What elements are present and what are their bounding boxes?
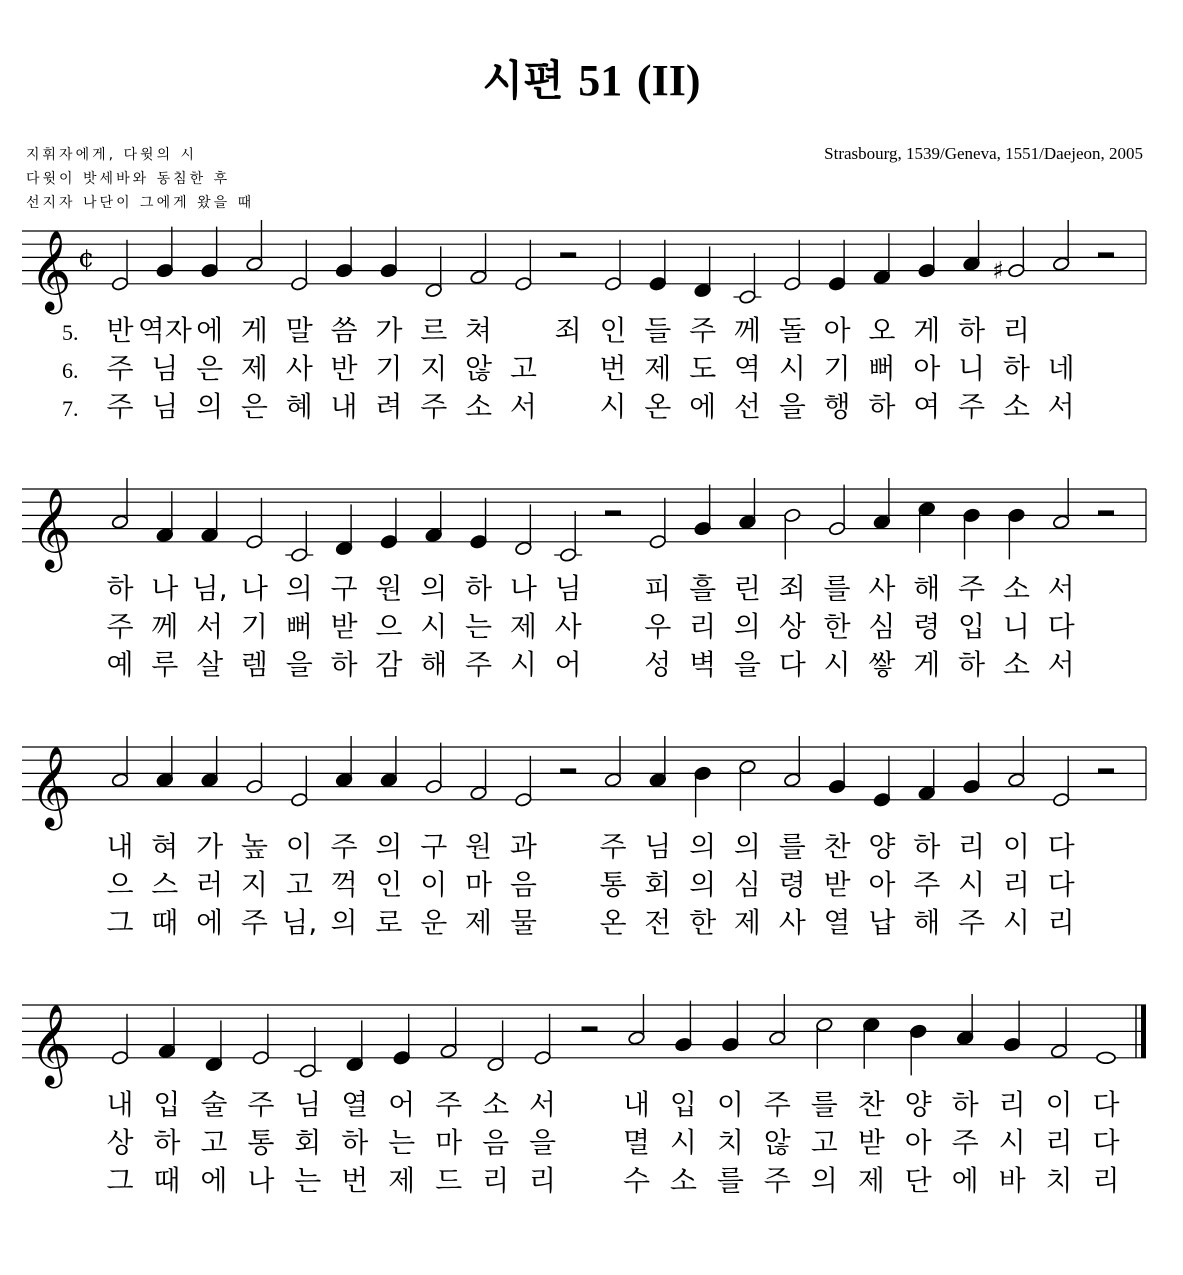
- lyric-syllable: 인: [599, 314, 627, 347]
- lyric-syllable: 는: [465, 610, 493, 643]
- lyric-syllable: 으: [375, 610, 403, 643]
- lyric-syllable: 의: [196, 390, 224, 423]
- treble-clef-icon: 𝄞: [30, 486, 72, 569]
- lyric-syllable: 도: [689, 352, 717, 385]
- lyric-syllable: 양: [904, 1088, 932, 1121]
- lyric-syllable: 리: [958, 830, 986, 863]
- lyric-syllable: 고: [200, 1126, 228, 1159]
- tune-source: Strasbourg, 1539/Geneva, 1551/Daejeon, 2005: [824, 144, 1143, 163]
- half-note: [252, 1050, 270, 1065]
- lyric-syllable: 해: [420, 648, 448, 681]
- title-suffix: (II): [636, 56, 701, 105]
- lyric-syllable: 을: [285, 648, 313, 681]
- half-note: [1050, 1044, 1068, 1059]
- lyric-syllable: 물: [509, 906, 537, 939]
- quarter-note: [1003, 1037, 1021, 1052]
- lyric-syllable: 은: [196, 352, 224, 385]
- lyric-syllable: 벽: [689, 648, 717, 681]
- lyric-syllable: 아: [868, 868, 896, 901]
- lyric-syllable: 구: [420, 830, 448, 863]
- lyric-syllable: 예: [106, 648, 134, 681]
- lyric-syllable: 주: [435, 1088, 463, 1121]
- lyric-syllable: 음: [482, 1126, 510, 1159]
- lyric-syllable: 에: [689, 390, 717, 423]
- quarter-note: [205, 1057, 223, 1072]
- lyric-syllable: 제: [857, 1164, 885, 1197]
- lyric-syllable: 서: [1047, 572, 1075, 605]
- lyric-syllable: 주: [951, 1126, 979, 1159]
- lyric-syllable: 주: [247, 1088, 275, 1121]
- lyric-syllable: 이: [285, 830, 313, 863]
- lyric-syllable: 피: [644, 572, 672, 605]
- lyric-syllable: 루: [151, 648, 179, 681]
- lyric-syllable: 주: [330, 830, 358, 863]
- lyric-syllable: 다: [1047, 868, 1075, 901]
- lyric-syllable: 아: [913, 352, 941, 385]
- lyric-syllable: 제: [240, 352, 268, 385]
- lyric-syllable: 은: [240, 390, 268, 423]
- lyric-syllable: 주: [106, 352, 134, 385]
- superscription-line: 다윗이 밧세바와 동침한 후: [26, 171, 231, 187]
- half-note: [534, 1050, 552, 1065]
- quarter-note: [393, 1050, 411, 1065]
- lyric-syllable: 심: [868, 610, 896, 643]
- whole-note: [1097, 1053, 1115, 1064]
- lyric-syllable: 의: [733, 610, 761, 643]
- lyric-syllable: 제: [465, 906, 493, 939]
- lyric-syllable: 이: [1002, 830, 1030, 863]
- lyric-syllable: 님: [151, 352, 179, 385]
- lyric-syllable: 역자: [137, 314, 192, 347]
- lyric-syllable: 고: [810, 1126, 838, 1159]
- treble-clef-icon: 𝄞: [30, 1002, 72, 1085]
- lyric-syllable: 의: [375, 830, 403, 863]
- lyric-syllable: 주: [420, 390, 448, 423]
- lyric-syllable: 사: [778, 906, 806, 939]
- half-note: [440, 1044, 458, 1059]
- lyric-syllable: 찬: [823, 830, 851, 863]
- lyric-syllable: 를: [823, 572, 851, 605]
- lyric-syllable: 의: [285, 572, 313, 605]
- lyric-syllable: 인: [375, 868, 403, 901]
- lyric-syllable: 고: [285, 868, 313, 901]
- lyric-syllable: 해: [913, 906, 941, 939]
- lyric-syllable: 께: [151, 610, 179, 643]
- lyric-syllable: 성: [644, 648, 672, 681]
- lyric-syllable: 받: [330, 610, 358, 643]
- lyric-syllable: 네: [1047, 352, 1075, 385]
- lyric-syllable: 이: [716, 1088, 744, 1121]
- lyric-syllable: 아: [823, 314, 851, 347]
- lyric-syllable: 제: [644, 352, 672, 385]
- lyric-syllable: 르: [420, 314, 448, 347]
- lyric-syllable: 제: [509, 610, 537, 643]
- lyric-syllable: 입: [153, 1088, 181, 1121]
- lyric-syllable: 내: [106, 830, 134, 863]
- lyric-syllable: 가: [196, 830, 224, 863]
- lyric-syllable: 해: [913, 572, 941, 605]
- lyric-syllable: 전: [644, 906, 672, 939]
- lyric-syllable: 님: [294, 1088, 322, 1121]
- lyric-syllable: 님,: [191, 572, 228, 605]
- lyric-syllable: 다: [1047, 610, 1075, 643]
- quarter-note: [862, 1017, 880, 1032]
- lyric-syllable: 마: [465, 868, 493, 901]
- lyric-syllable: 린: [733, 572, 761, 605]
- lyric-syllable: 시: [778, 352, 806, 385]
- quarter-note: [909, 1024, 927, 1039]
- lyric-syllable: 양: [868, 830, 896, 863]
- lyric-syllable: 게: [240, 314, 268, 347]
- lyric-syllable: 리: [689, 610, 717, 643]
- half-rest: [582, 1026, 598, 1031]
- lyric-syllable: 하: [913, 830, 941, 863]
- lyric-syllable: 쌓: [868, 648, 896, 681]
- sharp-icon: ♯: [992, 256, 1004, 285]
- lyric-syllable: 입: [669, 1088, 697, 1121]
- lyric-syllable: 서: [509, 390, 537, 423]
- lyric-syllable: 하: [330, 648, 358, 681]
- lyric-syllable: 않: [465, 352, 493, 385]
- lyric-syllable: 께: [733, 314, 761, 347]
- half-note: [628, 1030, 646, 1045]
- lyric-syllable: 내: [330, 390, 358, 423]
- lyric-syllable: 때: [153, 1164, 181, 1197]
- lyric-syllable: 받: [823, 868, 851, 901]
- lyric-syllable: 서: [196, 610, 224, 643]
- lyric-syllable: 단: [904, 1164, 932, 1197]
- lyric-syllable: 다: [1092, 1126, 1120, 1159]
- lyric-syllable: 서: [1047, 648, 1075, 681]
- lyric-syllable: 죄: [778, 572, 806, 605]
- lyric-syllable: 리: [1002, 868, 1030, 901]
- lyric-syllable: 때: [151, 906, 179, 939]
- quarter-note: [675, 1037, 693, 1052]
- lyric-syllable: 제: [733, 906, 761, 939]
- lyric-syllable: 제: [388, 1164, 416, 1197]
- verse-number: 7.: [62, 396, 79, 421]
- lyric-syllable: 소: [465, 390, 493, 423]
- lyric-syllable: 드: [435, 1164, 463, 1197]
- lyric-syllable: 의: [810, 1164, 838, 1197]
- lyric-syllable: 온: [599, 906, 627, 939]
- lyric-line: [0, 1163, 1183, 1199]
- lyric-syllable: 쳐: [465, 314, 493, 347]
- lyric-syllable: 이: [420, 868, 448, 901]
- lyric-syllable: 번: [599, 352, 627, 385]
- half-note: [487, 1057, 505, 1072]
- lyric-syllable: 리: [1002, 314, 1030, 347]
- lyric-syllable: 혜: [285, 390, 313, 423]
- lyric-syllable: 열: [823, 906, 851, 939]
- half-note: [111, 1050, 129, 1065]
- lyric-syllable: 를: [778, 830, 806, 863]
- lyric-syllable: 하: [341, 1126, 369, 1159]
- lyric-syllable: 리: [998, 1088, 1026, 1121]
- lyric-syllable: 뻐: [868, 352, 896, 385]
- lyric-syllable: 어: [388, 1088, 416, 1121]
- lyric-syllable: 소: [669, 1164, 697, 1197]
- lyric-syllable: 주: [689, 314, 717, 347]
- lyric-syllable: 온: [644, 390, 672, 423]
- lyric-syllable: 심: [733, 868, 761, 901]
- half-note: [299, 1063, 317, 1078]
- lyric-syllable: 뻐: [285, 610, 313, 643]
- lyric-syllable: 통: [599, 868, 627, 901]
- lyric-syllable: 그: [106, 1164, 134, 1197]
- lyric-syllable: 에: [951, 1164, 979, 1197]
- lyric-syllable: 의: [330, 906, 358, 939]
- lyric-syllable: 지: [420, 352, 448, 385]
- lyric-syllable: 하: [153, 1126, 181, 1159]
- lyric-line: [0, 1125, 1183, 1161]
- lyric-syllable: 님: [151, 390, 179, 423]
- lyric-syllable: 통: [247, 1126, 275, 1159]
- lyric-syllable: 말: [285, 314, 313, 347]
- lyric-line: [0, 1087, 1183, 1123]
- lyric-syllable: 기: [823, 352, 851, 385]
- lyric-syllable: 니: [1002, 610, 1030, 643]
- lyric-syllable: 멸: [622, 1126, 650, 1159]
- lyric-syllable: 회: [294, 1126, 322, 1159]
- lyric-syllable: 령: [778, 868, 806, 901]
- lyric-syllable: 음: [509, 868, 537, 901]
- lyric-syllable: 스: [151, 868, 179, 901]
- lyric-syllable: 치: [1045, 1164, 1073, 1197]
- lyric-syllable: 사: [285, 352, 313, 385]
- lyric-syllable: 하: [465, 572, 493, 605]
- lyric-syllable: 리: [482, 1164, 510, 1197]
- lyric-syllable: 소: [482, 1088, 510, 1121]
- lyric-syllable: 의: [733, 830, 761, 863]
- lyric-syllable: 리: [1045, 1126, 1073, 1159]
- lyric-syllable: 의: [689, 868, 717, 901]
- lyric-syllable: 게: [913, 314, 941, 347]
- lyric-syllable: 한: [823, 610, 851, 643]
- lyric-syllable: 하: [868, 390, 896, 423]
- lyric-syllable: 님,: [281, 906, 318, 939]
- lyric-syllable: 고: [509, 352, 537, 385]
- lyric-syllable: 납: [868, 906, 896, 939]
- lyric-syllable: 렘: [240, 648, 268, 681]
- lyric-syllable: 기: [375, 352, 403, 385]
- lyric-syllable: 씀: [330, 314, 358, 347]
- lyric-syllable: 를: [716, 1164, 744, 1197]
- lyric-syllable: 소: [1002, 390, 1030, 423]
- lyric-syllable: 높: [240, 830, 268, 863]
- lyric-syllable: 행: [823, 390, 851, 423]
- lyric-syllable: 다: [778, 648, 806, 681]
- lyric-syllable: 서: [1047, 390, 1075, 423]
- lyric-syllable: 는: [294, 1164, 322, 1197]
- lyric-syllable: 상: [106, 1126, 134, 1159]
- lyric-syllable: 리: [529, 1164, 557, 1197]
- lyric-syllable: 치: [716, 1126, 744, 1159]
- half-note: [815, 1017, 833, 1032]
- lyric-syllable: 으: [106, 868, 134, 901]
- lyric-syllable: 하: [951, 1088, 979, 1121]
- lyric-syllable: 시: [509, 648, 537, 681]
- lyric-syllable: 회: [644, 868, 672, 901]
- lyric-syllable: 내: [106, 1088, 134, 1121]
- lyric-syllable: 운: [420, 906, 448, 939]
- lyric-syllable: 로: [375, 906, 403, 939]
- lyric-syllable: 님: [644, 830, 672, 863]
- lyric-syllable: 시: [669, 1126, 697, 1159]
- lyric-syllable: 주: [763, 1088, 791, 1121]
- superscription-line: 지휘자에게, 다윗의 시: [26, 147, 198, 163]
- lyric-syllable: 흘: [689, 572, 717, 605]
- half-note: [768, 1030, 786, 1045]
- lyric-syllable: 시: [1002, 906, 1030, 939]
- lyric-syllable: 그: [106, 906, 134, 939]
- lyric-syllable: 을: [733, 648, 761, 681]
- lyric-syllable: 의: [689, 830, 717, 863]
- lyric-syllable: 하: [1002, 352, 1030, 385]
- lyric-syllable: 열: [341, 1088, 369, 1121]
- lyric-syllable: 여: [913, 390, 941, 423]
- lyric-syllable: 다: [1092, 1088, 1120, 1121]
- lyric-syllable: 선: [733, 390, 761, 423]
- lyric-syllable: 시: [823, 648, 851, 681]
- lyric-syllable: 주: [913, 868, 941, 901]
- lyric-syllable: 을: [529, 1126, 557, 1159]
- lyric-syllable: 을: [778, 390, 806, 423]
- lyric-syllable: 령: [913, 610, 941, 643]
- time-signature: ¢: [78, 243, 95, 274]
- lyric-syllable: 어: [554, 648, 582, 681]
- lyric-syllable: 소: [1002, 648, 1030, 681]
- lyric-syllable: 기: [240, 610, 268, 643]
- quarter-note: [346, 1057, 364, 1072]
- lyric-syllable: 서: [529, 1088, 557, 1121]
- lyric-syllable: 내: [622, 1088, 650, 1121]
- lyric-syllable: 에: [196, 906, 224, 939]
- lyric-syllable: 니: [958, 352, 986, 385]
- treble-clef-icon: 𝄞: [30, 228, 72, 311]
- lyric-syllable: 를: [810, 1088, 838, 1121]
- lyric-syllable: 러: [196, 868, 224, 901]
- lyric-syllable: 주: [958, 390, 986, 423]
- lyric-syllable: 원: [465, 830, 493, 863]
- lyric-syllable: 원: [375, 572, 403, 605]
- lyric-syllable: 의: [420, 572, 448, 605]
- lyric-syllable: 하: [958, 314, 986, 347]
- lyric-syllable: 나: [509, 572, 537, 605]
- lyric-syllable: 감: [375, 648, 403, 681]
- lyric-syllable: 가: [375, 314, 403, 347]
- lyric-syllable: 주: [599, 830, 627, 863]
- lyric-syllable: 주: [106, 610, 134, 643]
- lyric-syllable: 한: [689, 906, 717, 939]
- lyric-syllable: 시: [998, 1126, 1026, 1159]
- lyric-syllable: 게: [913, 648, 941, 681]
- lyric-syllable: 과: [509, 830, 537, 863]
- quarter-note: [956, 1030, 974, 1045]
- lyric-syllable: 찬: [857, 1088, 885, 1121]
- lyric-syllable: 주: [958, 572, 986, 605]
- lyric-syllable: 지: [240, 868, 268, 901]
- lyric-syllable: 혀: [151, 830, 179, 863]
- lyric-syllable: 오: [868, 314, 896, 347]
- lyric-syllable: 반: [106, 314, 134, 347]
- lyric-syllable: 주: [106, 390, 134, 423]
- lyric-syllable: 상: [778, 610, 806, 643]
- lyric-syllable: 죄: [554, 314, 582, 347]
- lyric-syllable: 리: [1047, 906, 1075, 939]
- quarter-note: [722, 1037, 740, 1052]
- lyric-syllable: 번: [341, 1164, 369, 1197]
- lyric-syllable: 아: [904, 1126, 932, 1159]
- treble-clef-icon: 𝄞: [30, 744, 72, 827]
- lyric-syllable: 나: [240, 572, 268, 605]
- lyric-syllable: 꺽: [330, 868, 358, 901]
- lyric-syllable: 사: [554, 610, 582, 643]
- verse-number: 5.: [62, 320, 79, 345]
- lyric-syllable: 나: [151, 572, 179, 605]
- verse-number: 6.: [62, 358, 79, 383]
- lyric-syllable: 려: [375, 390, 403, 423]
- lyric-syllable: 바: [998, 1164, 1026, 1197]
- lyric-syllable: 주: [240, 906, 268, 939]
- final-barline: [1141, 1005, 1146, 1058]
- lyric-syllable: 받: [857, 1126, 885, 1159]
- lyric-syllable: 주: [465, 648, 493, 681]
- lyric-syllable: 구: [330, 572, 358, 605]
- lyric-syllable: 리: [1092, 1164, 1120, 1197]
- lyric-syllable: 않: [763, 1126, 791, 1159]
- title-text: 시편: [482, 56, 564, 105]
- lyric-syllable: 역: [733, 352, 761, 385]
- lyric-syllable: 에: [200, 1164, 228, 1197]
- quarter-note: [158, 1044, 176, 1059]
- lyric-syllable: 사: [868, 572, 896, 605]
- lyric-syllable: 반: [330, 352, 358, 385]
- superscription-line: 선지자 나단이 그에게 왔을 때: [26, 195, 255, 211]
- lyric-syllable: 수: [622, 1164, 650, 1197]
- lyric-syllable: 시: [958, 868, 986, 901]
- lyric-syllable: 들: [644, 314, 672, 347]
- lyric-syllable: 시: [420, 610, 448, 643]
- lyric-syllable: 소: [1002, 572, 1030, 605]
- lyric-syllable: 나: [247, 1164, 275, 1197]
- lyric-syllable: 술: [200, 1088, 228, 1121]
- lyric-syllable: 다: [1047, 830, 1075, 863]
- lyric-syllable: 주: [763, 1164, 791, 1197]
- lyric-syllable: 시: [599, 390, 627, 423]
- lyric-syllable: 는: [388, 1126, 416, 1159]
- lyric-syllable: 하: [106, 572, 134, 605]
- lyric-syllable: 에: [196, 314, 224, 347]
- lyric-syllable: 돌: [778, 314, 806, 347]
- lyric-syllable: 님: [554, 572, 582, 605]
- lyric-syllable: 우: [644, 610, 672, 643]
- lyric-syllable: 이: [1045, 1088, 1073, 1121]
- lyric-syllable: 입: [958, 610, 986, 643]
- lyric-syllable: 하: [958, 648, 986, 681]
- lyric-syllable: 마: [435, 1126, 463, 1159]
- title-number: 51: [578, 56, 623, 105]
- lyric-syllable: 주: [958, 906, 986, 939]
- lyric-syllable: 살: [196, 648, 224, 681]
